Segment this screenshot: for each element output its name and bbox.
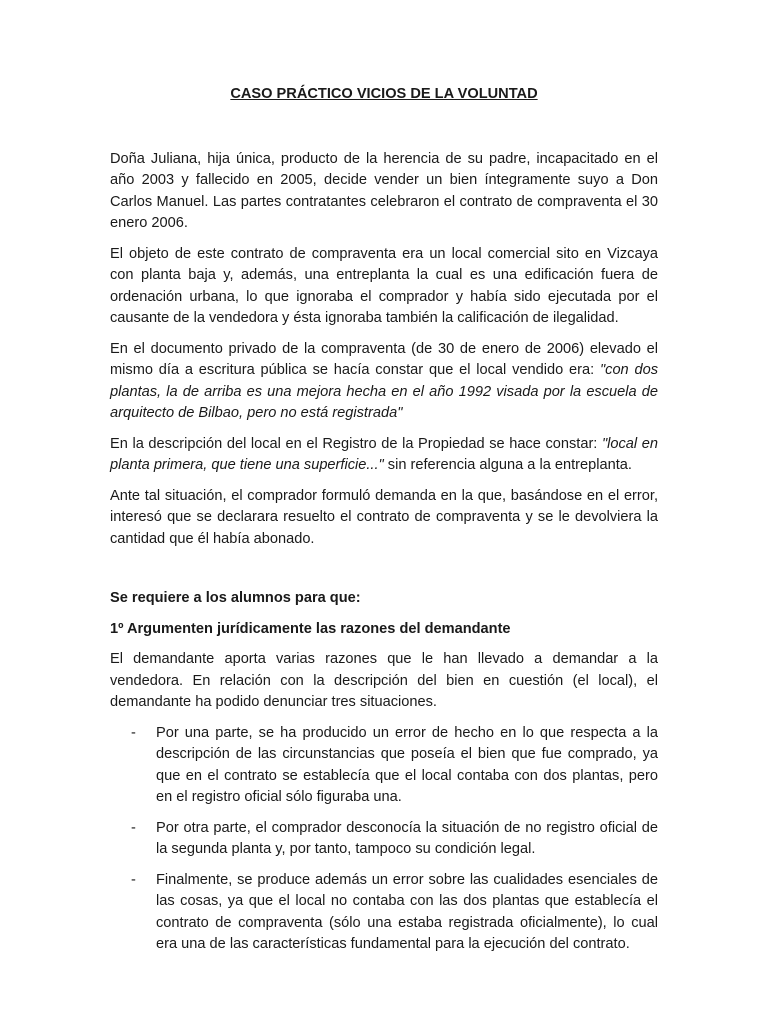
paragraph-5: Ante tal situación, el comprador formuló demanda en la que, basándose en el error, interesó que se declarara resuelto el contrato de compraventa y se le devolviera la cantidad que él había abonado. [110, 487, 658, 547]
paragraph-1: Doña Juliana, hija única, producto de la herencia de su padre, incapacitado en el año 2003 y fallecido en 2005, decide vender un bien íntegramente suyo a Don Carlos Manuel. Las partes contratantes celebraron el contrato de compraventa el 30 enero 2006. [110, 150, 658, 231]
list-item [110, 723, 658, 809]
paragraph-3 [110, 339, 658, 425]
section-spacer [110, 559, 658, 588]
reasons-list [110, 723, 658, 956]
paragraph-3-text: En el documento privado de la compraventa (de 30 de enero de 2006) elevado el mismo día a escritura pública se hacía constar que el local vendido era: [110, 340, 658, 378]
list-item-text: Por una parte, se ha producido un error de hecho en lo que respecta a la descripción de las circunstancias que poseía el bien que fue comprado, ya que en el contrato se establecía que el local contaba con dos plantas, pero en el registro oficial sólo figuraba una. [156, 724, 658, 805]
section-intro: El demandante aporta varias razones que le han llevado a demandar a la vendedora. En relación con la descripción del bien en cuestión (el local), el demandante ha podido denunciar tres situaciones. [110, 651, 658, 710]
section-subheading: 1º Argumenten jurídicamente las razones del demandante [110, 620, 511, 637]
paragraph-4-tail: sin referencia alguna a la entreplanta. [383, 457, 632, 473]
list-item [110, 870, 658, 956]
document-title: CASO PRÁCTICO VICIOS DE LA VOLUNTAD [230, 86, 538, 102]
dash-bullet: - [131, 724, 136, 741]
paragraph-4-text: En la descripción del local en el Registro de la Propiedad se hace constar: [110, 435, 602, 452]
dash-bullet: - [131, 871, 136, 888]
paragraph-3-quote: "con dos plantas, la de arriba es una mejora hecha en el año 1992 visada por la escuela de arquitecto de Bilbao, pero no está registrada" [110, 362, 659, 421]
document-body [110, 84, 658, 965]
dash-bullet: - [131, 819, 136, 836]
paragraph-4-quote: "local en planta primera, que tiene una superficie..." [110, 435, 658, 473]
section-heading: Se requiere a los alumnos para que: [110, 590, 361, 606]
list-item-text: Por otra parte, el comprador desconocía la situación de no registro oficial de la segunda planta y, por tanto, tampoco su condición legal. [156, 819, 658, 857]
list-item [110, 818, 658, 861]
paragraph-2: El objeto de este contrato de compraventa era un local comercial sito en Vizcaya con planta baja y, además, una entreplanta la cual es una edificación fuera de ordenación urbana, lo que ignoraba el comprador y había sido ejecutada por el causante de la vendedora y ésta ignoraba también la calificación de ilegalidad. [110, 245, 658, 326]
list-item-text: Finalmente, se produce además un error sobre las cualidades esenciales de las cosas, ya que el local no contaba con las dos plantas que establecía el contrato de compraventa (sólo una estaba registrada oficialmente), lo cual era una de las características fundamental para la ejecución del contrato. [156, 871, 658, 952]
paragraph-4 [110, 434, 658, 477]
